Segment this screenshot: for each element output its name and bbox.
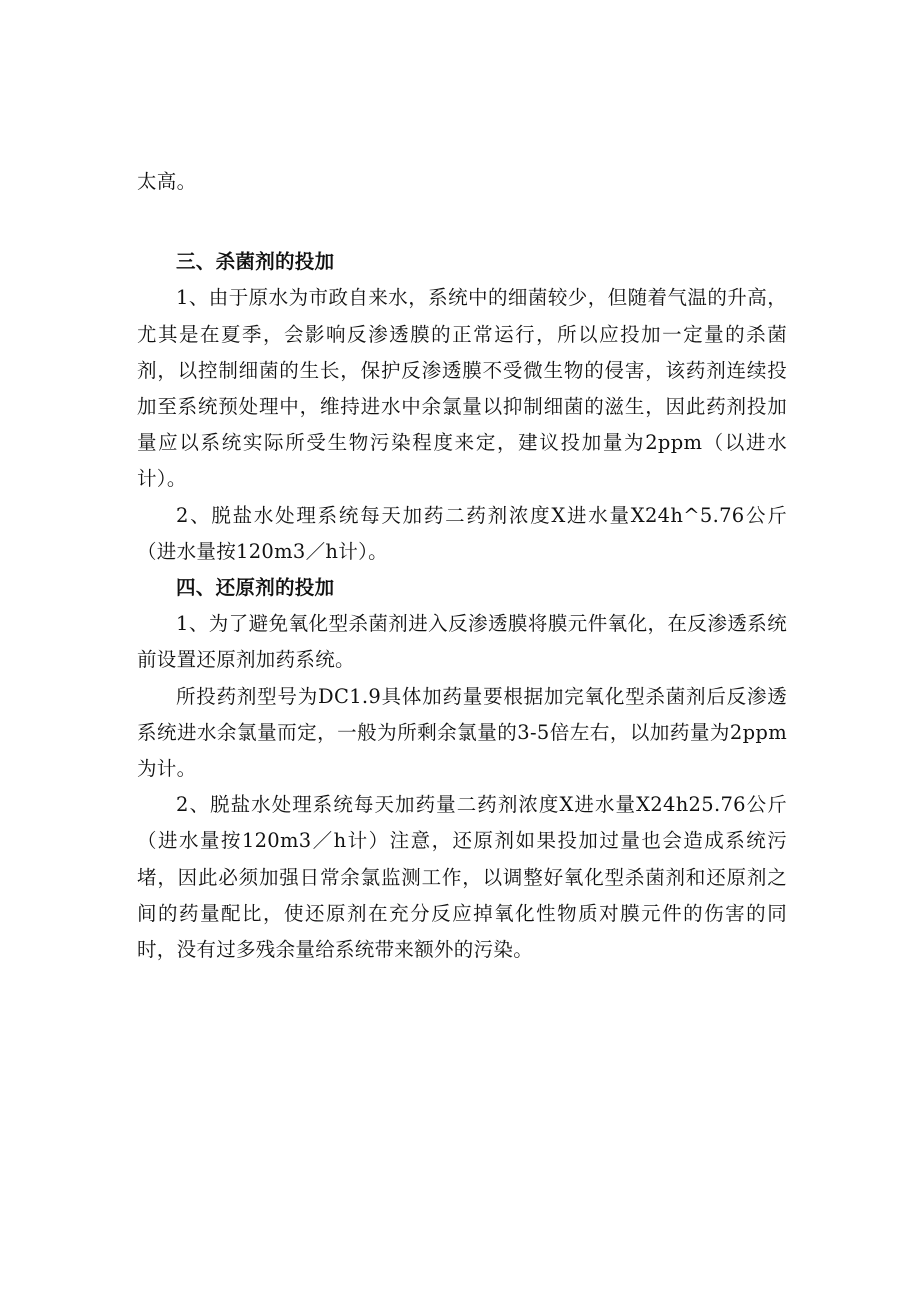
continuation-text: 太高。 xyxy=(137,170,197,193)
paragraph-disinfectant-2: 2、脱盐水处理系统每天加药二药剂浓度X进水量X24h^5.76公斤（进水量按120m3／h计）。 xyxy=(137,503,787,563)
paragraph-reductant-3: 2、脱盐水处理系统每天加药量二药剂浓度X进水量X24h25.76公斤（进水量按120m3／h计）注意，还原剂如果投加过量也会造成系统污堵，因此必须加强日常余氯监测工作，以调整好氧化型杀菌剂和还原剂之间的药量配比，使还原剂在充分反应掉氧化性物质对膜元件的伤害的同时，没有过多残余量给系统带来额外的污染。 xyxy=(137,793,787,962)
paragraph-disinfectant-1: 1、由于原水为市政自来水，系统中的细菌较少，但随着气温的升高，尤其是在夏季，会影响反渗透膜的正常运行，所以应投加一定量的杀菌剂，以控制细菌的生长，保护反渗透膜不受微生物的侵害，该药剂连续投加至系统预处理中，维持进水中余氯量以抑制细菌的滋生，因此药剂投加量应以系统实际所受生物污染程度来定，建议投加量为2ppm（以进水计）。 xyxy=(137,286,787,491)
section-heading-reductant: 四、还原剂的投加 xyxy=(176,576,335,600)
section-heading-disinfectant: 三、杀菌剂的投加 xyxy=(176,250,335,274)
paragraph-reductant-1: 1、为了避免氧化型杀菌剂进入反渗透膜将膜元件氧化，在反渗透系统前设置还原剂加药系统。 xyxy=(137,612,787,672)
paragraph-reductant-2: 所投药剂型号为DC1.9具体加药量要根据加完氧化型杀菌剂后反渗透系统进水余氯量而定，一般为所剩余氯量的3-5倍左右，以加药量为2ppm为计。 xyxy=(137,684,787,781)
section-gap xyxy=(137,200,787,244)
document-body xyxy=(137,164,787,968)
